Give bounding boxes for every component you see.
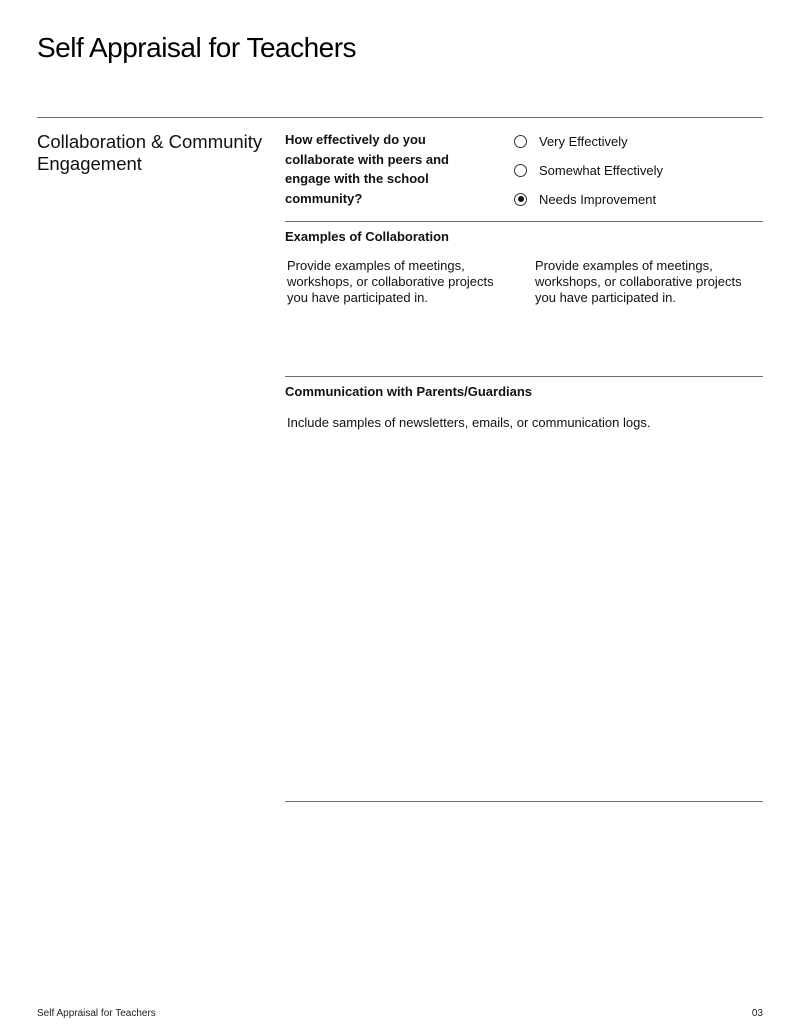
question-text: How effectively do you collaborate with peers and engage with the school community? (285, 132, 449, 207)
communication-divider (285, 801, 763, 802)
examples-text-field-right[interactable]: Provide examples of meetings, workshops, or collaborative projects you have participated in. (535, 258, 742, 305)
question-divider (285, 221, 763, 222)
option-very-effectively[interactable] (514, 131, 764, 160)
option-label: Needs Improvement (539, 191, 657, 207)
section-title: Collaboration & Community Engagement (37, 131, 263, 174)
page-title: Self Appraisal for Teachers (37, 32, 357, 63)
rating-radio-group (514, 131, 764, 218)
examples-heading: Examples of Collaboration (285, 229, 449, 244)
radio-unchecked-icon[interactable] (514, 164, 527, 177)
page-number: 03 (751, 1008, 763, 1019)
section-divider (37, 117, 763, 118)
examples-divider (285, 376, 763, 377)
footer-title: Self Appraisal for Teachers (37, 1008, 156, 1019)
option-somewhat-effectively[interactable] (514, 160, 764, 189)
option-label: Somewhat Effectively (539, 162, 664, 178)
option-needs-improvement[interactable] (514, 189, 764, 218)
radio-checked-icon[interactable] (514, 193, 527, 206)
communication-text-field[interactable]: Include samples of newsletters, emails, or communication logs. (287, 415, 651, 430)
communication-heading: Communication with Parents/Guardians (285, 384, 533, 399)
radio-unchecked-icon[interactable] (514, 135, 527, 148)
examples-text-field-left[interactable]: Provide examples of meetings, workshops, or collaborative projects you have participated in. (287, 258, 494, 305)
option-label: Very Effectively (539, 133, 628, 149)
